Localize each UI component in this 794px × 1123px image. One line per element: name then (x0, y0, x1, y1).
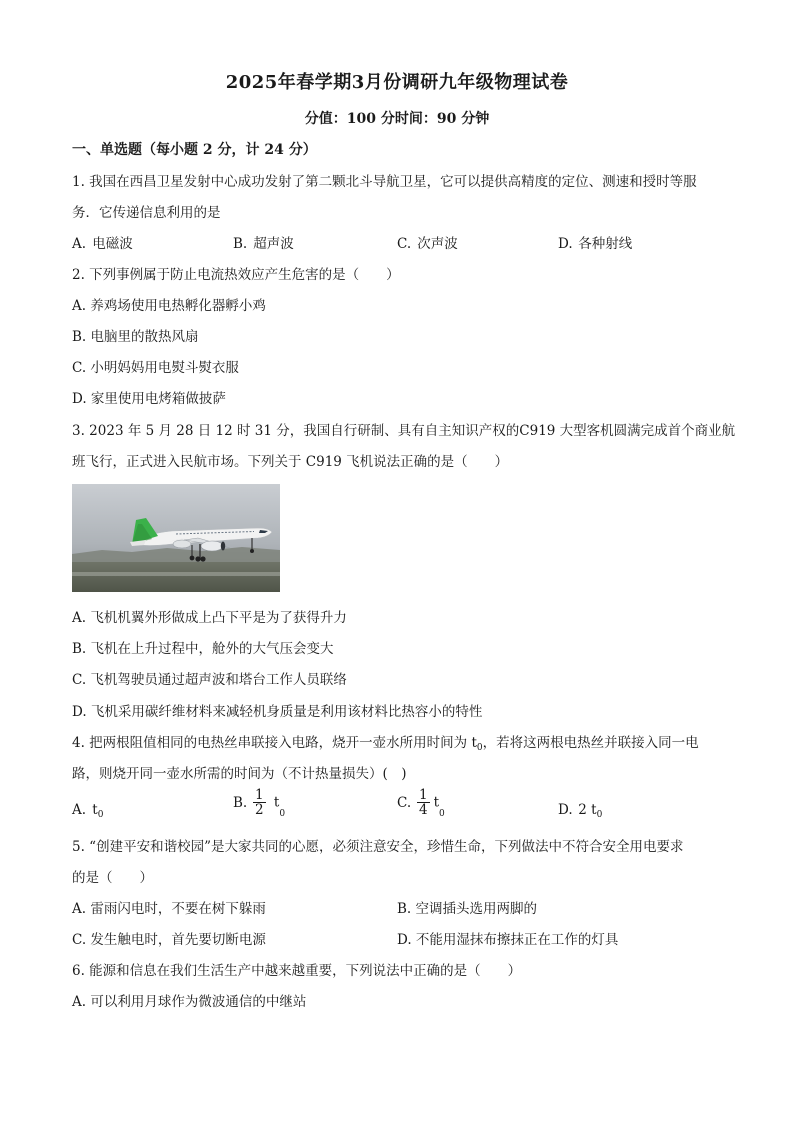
q5-option-c: C. 发生触电时，首先要切断电源 (72, 932, 266, 948)
q3-option-b: B. 飞机在上升过程中，舱外的大气压会变大 (72, 641, 334, 657)
q4-stem-line2: 路，则烧开同一壶水所需的时间为（不计热量损失）( ) (72, 766, 407, 782)
subscript: 0 (279, 809, 286, 819)
q5-option-d: D. 不能用湿抹布擦抹正在工作的灯具 (397, 932, 619, 948)
q5-option-b: B. 空调插头选用两脚的 (397, 901, 538, 917)
subscript: 0 (476, 743, 483, 753)
q4-stem-text: 4. 把两根阻值相同的电热丝串联接入电路，烧开一壶水所用时间为 t (72, 735, 477, 751)
q1-option-d (558, 235, 632, 253)
exam-score-time: 分值：100 分时间：90 分钟 (304, 111, 490, 127)
option-letter: C. (397, 236, 412, 252)
q5-option-a: A. 雷雨闪电时，不要在树下躲雨 (72, 901, 266, 917)
fraction-numerator: 1 (255, 787, 264, 803)
option-letter: A. (72, 236, 87, 252)
option-text: 2 t (578, 802, 597, 818)
q3-option-c: C. 飞机驾驶员通过超声波和塔台工作人员联络 (72, 672, 347, 688)
option-text: 超声波 (253, 236, 294, 252)
variable-t: t (273, 794, 280, 811)
q4-stem-text-cont: ，若将这两根电热丝并联接入同一电 (482, 735, 699, 751)
fraction-half (253, 788, 266, 817)
option-letter: C. (397, 794, 412, 811)
q3-option-a: A. 飞机机翼外形做成上凸下平是为了获得升力 (72, 610, 347, 626)
option-text: 各种射线 (578, 236, 633, 252)
q3-stem-line1: 3. 2023 年 5 月 28 日 12 时 31 分，我国自行研制、具有自主知识产权的C919 大型客机圆满完成首个商业航 (72, 423, 736, 439)
section-heading: 一、单选题（每小题 2 分，计 24 分） (72, 142, 317, 158)
q4-option-c (397, 788, 445, 823)
q2-option-d: D. 家里使用电烤箱做披萨 (72, 391, 226, 407)
option-letter: D. (558, 802, 573, 818)
fraction-numerator: 1 (419, 787, 428, 803)
q2-stem: 2. 下列事例属于防止电流热效应产生危害的是（ ） (72, 267, 400, 283)
option-letter: D. (558, 236, 573, 252)
q1-option-c (397, 235, 458, 253)
subscript: 0 (439, 809, 445, 819)
variable-t: t (433, 794, 440, 811)
q4-option-d (558, 801, 602, 824)
q3-stem-line2: 班飞行，正式进入民航市场。下列关于 C919 飞机说法正确的是（ ） (72, 454, 509, 470)
variable-t: t (92, 802, 98, 818)
airplane-photo (72, 484, 280, 592)
q5-stem-line2: 的是（ ） (72, 870, 153, 886)
q2-option-c: C. 小明妈妈用电熨斗熨衣服 (72, 360, 239, 376)
subscript: 0 (596, 810, 603, 820)
q4-option-a (72, 801, 103, 824)
q5-stem-line1: 5. “创建平安和谐校园”是大家共同的心愿，必须注意安全，珍惜生命，下列做法中不符合安全用电要求 (72, 839, 684, 855)
q4-stem-line1 (72, 734, 699, 757)
q1-stem-line2: 务．它传递信息利用的是 (72, 205, 221, 221)
fraction-denominator: 4 (419, 802, 428, 818)
q1-stem-line1: 1. 我国在西昌卫星发射中心成功发射了第二颗北斗导航卫星，它可以提供高精度的定位、测速和授时等服 (72, 174, 697, 190)
fraction-quarter (417, 788, 430, 817)
q6-option-a: A. 可以利用月球作为微波通信的中继站 (72, 994, 307, 1010)
q1-option-b (233, 235, 294, 253)
option-text: 次声波 (417, 236, 458, 252)
c919-airplane-image (72, 484, 280, 592)
q2-option-b: B. 电脑里的散热风扇 (72, 329, 199, 345)
option-letter: B. (233, 236, 248, 252)
q6-stem: 6. 能源和信息在我们生活生产中越来越重要，下列说法中正确的是（ ） (72, 963, 522, 979)
option-text: 电磁波 (92, 236, 133, 252)
exam-title: 2025年春学期3月份调研九年级物理试卷 (225, 72, 569, 93)
subscript: 0 (97, 810, 104, 820)
q1-option-a (72, 235, 133, 253)
q2-option-a: A. 养鸡场使用电热孵化器孵小鸡 (72, 298, 266, 314)
q3-option-d: D. 飞机采用碳纤维材料来减轻机身质量是利用该材料比热容小的特性 (72, 704, 483, 720)
option-letter: A. (72, 802, 87, 818)
option-letter: B. (233, 794, 248, 811)
q4-option-b (233, 788, 285, 823)
fraction-denominator: 2 (255, 802, 264, 818)
